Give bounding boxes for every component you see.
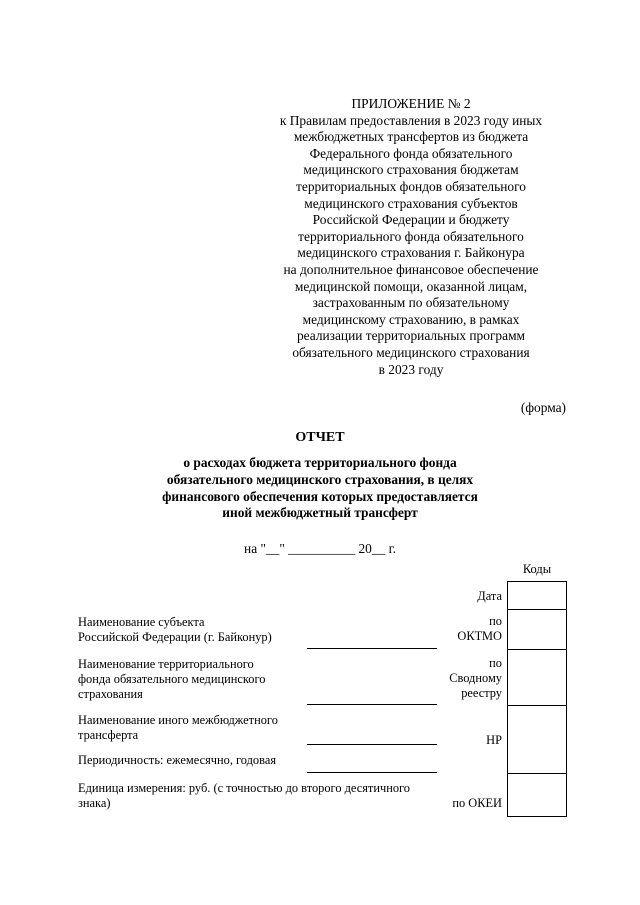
field-periodicity-text: Периодичность: ежемесячно, годовая bbox=[78, 753, 277, 767]
appendix-header bbox=[250, 96, 572, 378]
code-label-okei-text: по ОКЕИ bbox=[452, 796, 502, 810]
report-subtitle-line: обязательного медицинского страхования, в целях bbox=[166, 471, 474, 487]
field-unit-label bbox=[78, 781, 410, 811]
code-label-registry bbox=[449, 656, 502, 700]
code-label-np-text: НР bbox=[486, 733, 502, 747]
codes-separator bbox=[508, 705, 566, 706]
code-label-registry-text: по bbox=[489, 656, 502, 670]
appendix-line: на дополнительное финансовое обеспечение bbox=[283, 261, 539, 277]
field-subject-text: Наименование субъекта bbox=[78, 615, 205, 629]
form-label: (форма) bbox=[520, 400, 566, 415]
appendix-line: застрахованным по обязательному bbox=[312, 295, 510, 311]
appendix-line: медицинскому страхованию, в рамках bbox=[302, 311, 520, 327]
code-label-registry-text: реестру bbox=[461, 685, 502, 700]
appendix-line: в 2023 году bbox=[378, 361, 444, 377]
report-subtitle-line: иной межбюджетный трансферт bbox=[222, 505, 418, 521]
appendix-line: реализации территориальных программ bbox=[296, 328, 526, 344]
appendix-line: территориальных фондов обязательного bbox=[296, 178, 526, 194]
code-label-date bbox=[477, 589, 502, 604]
report-date-line: на "__" __________ 20__ г. bbox=[244, 541, 396, 556]
code-label-registry-text: Сводному bbox=[449, 670, 502, 685]
appendix-line: территориального фонда обязательного bbox=[298, 228, 524, 244]
code-label-oktmo-text: ОКТМО bbox=[457, 628, 502, 643]
codes-separator bbox=[508, 773, 566, 774]
code-label-np bbox=[486, 733, 502, 748]
field-unit-text: Единица измерения: руб. (с точностью до второго десятичного bbox=[78, 781, 411, 795]
field-transfer-text: Наименование иного межбюджетного bbox=[78, 713, 278, 727]
field-fund-text: страхования bbox=[78, 686, 143, 701]
field-transfer-label bbox=[78, 713, 278, 743]
appendix-line: межбюджетных трансфертов из бюджета bbox=[293, 129, 529, 145]
code-label-date-text: Дата bbox=[477, 589, 502, 603]
field-unit-text: знака) bbox=[78, 795, 111, 810]
codes-header: Коды bbox=[522, 562, 552, 576]
appendix-line: медицинского страхования субъектов bbox=[304, 195, 518, 211]
appendix-line: Федерального фонда обязательного bbox=[309, 145, 513, 161]
field-fund-label bbox=[78, 657, 265, 701]
appendix-line: к Правилам предоставления в 2023 году иных bbox=[279, 112, 543, 128]
code-label-oktmo-text: по bbox=[489, 614, 502, 628]
field-fund-underline[interactable] bbox=[307, 704, 437, 705]
report-title: ОТЧЕТ bbox=[295, 430, 345, 445]
appendix-line: Российской Федерации и бюджету bbox=[312, 212, 510, 228]
field-subject-text: Российской Федерации (г. Байконур) bbox=[78, 629, 272, 644]
field-subject-label bbox=[78, 615, 272, 645]
field-periodicity-label bbox=[78, 753, 276, 768]
codes-separator bbox=[508, 649, 566, 650]
field-fund-text: Наименование территориального bbox=[78, 657, 254, 671]
field-transfer-text: трансферта bbox=[78, 727, 139, 742]
field-transfer-underline[interactable] bbox=[307, 744, 437, 745]
codes-box bbox=[507, 581, 567, 817]
appendix-line: медицинского страхования г. Байконура bbox=[297, 245, 525, 261]
field-fund-text: фонда обязательного медицинского bbox=[78, 671, 266, 686]
code-label-oktmo bbox=[457, 614, 502, 644]
codes-separator bbox=[508, 609, 566, 610]
report-subtitle-line: финансового обеспечения которых предоставляется bbox=[162, 488, 478, 504]
appendix-line: обязательного медицинского страхования bbox=[292, 344, 530, 360]
report-subtitle-line: о расходах бюджета территориального фонда bbox=[183, 455, 457, 470]
field-periodicity-underline[interactable] bbox=[307, 772, 437, 773]
appendix-line: медицинской помощи, оказанной лицам, bbox=[294, 278, 528, 294]
code-label-okei bbox=[452, 796, 502, 811]
appendix-line: медицинского страхования бюджетам bbox=[303, 162, 519, 178]
field-subject-underline[interactable] bbox=[307, 648, 437, 649]
report-subtitle bbox=[110, 455, 530, 522]
appendix-line: ПРИЛОЖЕНИЕ № 2 bbox=[351, 96, 471, 111]
